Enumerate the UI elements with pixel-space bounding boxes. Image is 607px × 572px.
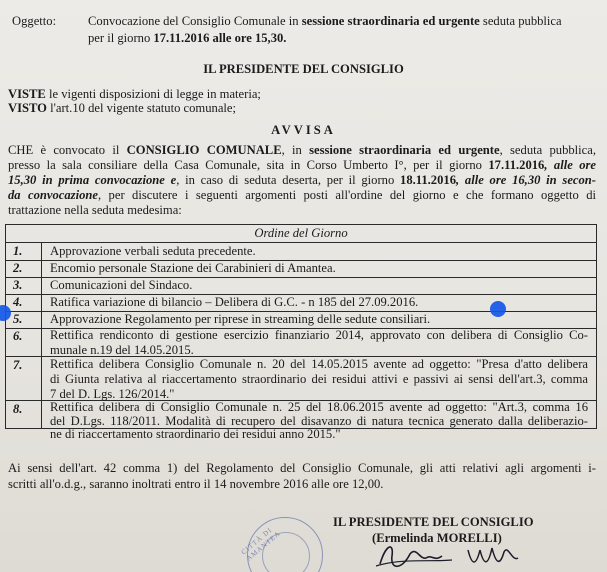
agenda-item-text: Rettifica delibera Consiglio Comunale n. 20 del 14.05.2015 avente ad oggetto: "Presa d'atto delibera di Giunta relativa al riaccertamento straordinario dei residui attivi e passivi ai sensi dell'art.3, comma 7 del D. Lgs. 126/2014." bbox=[50, 357, 588, 401]
oggetto-label: Oggetto: bbox=[12, 14, 57, 28]
agenda-table bbox=[5, 224, 597, 441]
avvisa-heading: AVVISA bbox=[271, 123, 336, 137]
agenda-item-text: Ratifica variazione di bilancio – Delibera di G.C. - n 185 del 27.09.2016. bbox=[50, 295, 419, 309]
footer-note-line-2: scritti all'o.d.g., saranno inoltrati entro il 14 novembre 2016 alle ore 12,00. bbox=[8, 477, 384, 491]
body-line-1: CHE è convocato il CONSIGLIO COMUNALE, in sessione straordinaria ed urgente, seduta pubblica, bbox=[8, 143, 596, 157]
agenda-item-number: 4. bbox=[13, 295, 23, 309]
body-line-5: trattazione nella seduta medesima: bbox=[8, 203, 182, 217]
body-line-4: da convocazione, per discutere i seguenti argomenti posti all'ordine del giorno e che formano oggetto di bbox=[8, 188, 596, 202]
agenda-item-text: Rettifica rendiconto di gestione esercizio finanziario 2014, approvato con delibera di Consiglio Co- munale n.19 del 14.05.2015. bbox=[50, 328, 588, 357]
agenda-item-number: 5. bbox=[13, 312, 23, 326]
stamp-text: CITTÀ DI AMANTEA bbox=[239, 526, 283, 563]
oggetto-line-2: per il giorno 17.11.2016 alle ore 15,30. bbox=[88, 31, 287, 45]
agenda-item-text: Encomio personale Stazione dei Carabinieri di Amantea. bbox=[50, 261, 336, 275]
body-line-3: 15,30 in prima convocazione e, in caso di seduta deserta, per il giorno 18.11.2016, alle ore 16,30 in secon- bbox=[8, 173, 596, 187]
official-stamp bbox=[239, 517, 323, 572]
agenda-item-text: Approvazione Regolamento per riprese in streaming delle sedute consiliari. bbox=[50, 312, 431, 326]
page-title: IL PRESIDENTE DEL CONSIGLIO bbox=[203, 62, 404, 76]
agenda-header: Ordine del Giorno bbox=[254, 226, 348, 240]
footer-note-line-1: Ai sensi dell'art. 42 comma 1) del Regolamento del Consiglio Comunale, gli atti relativi agli argomenti i- bbox=[8, 461, 596, 475]
body-line-2: presso la sala consiliare della Casa Comunale, sita in Corso Umberto I°, per il giorno 17.11.2016, alle ore bbox=[8, 158, 596, 172]
viste-text: le vigenti disposizioni di legge in materia; bbox=[48, 87, 261, 101]
preamble-viste bbox=[8, 87, 261, 102]
agenda-item-number: 8. bbox=[13, 402, 23, 416]
preamble-visto bbox=[8, 101, 236, 116]
row-divider bbox=[6, 242, 596, 243]
visto-keyword: VISTO bbox=[8, 101, 47, 115]
agenda-item-number: 7. bbox=[13, 358, 23, 372]
agenda-item-number: 1. bbox=[13, 244, 23, 258]
marker-dot-right bbox=[490, 301, 506, 317]
agenda-item-text: Rettifica delibera di Consiglio Comunale n. 25 del 18.06.2015 avente ad oggetto: "Art.3, comma 16 del D.Lgs. 118/2011. Modalità di recupero del disavanzo di natura tecnica generato dalla deliberazio- ne di riaccertamento straordinario dei residui anno 2015." bbox=[50, 400, 588, 441]
handwritten-signature bbox=[372, 536, 542, 572]
agenda-item-number: 6. bbox=[13, 329, 23, 343]
signature-name: (Ermelinda MORELLI) bbox=[372, 531, 502, 545]
agenda-item-number: 2. bbox=[13, 261, 23, 275]
viste-keyword: VISTE bbox=[8, 87, 46, 101]
visto-text: l'art.10 del vigente statuto comunale; bbox=[50, 101, 236, 115]
oggetto-line-1: Convocazione del Consiglio Comunale in sessione straordinaria ed urgente seduta pubblica bbox=[88, 14, 562, 28]
agenda-item-text: Approvazione verbali seduta precedente. bbox=[50, 244, 256, 258]
agenda-item-text: Comunicazioni del Sindaco. bbox=[50, 278, 193, 292]
agenda-item-number: 3. bbox=[13, 278, 23, 292]
signature-title: IL PRESIDENTE DEL CONSIGLIO bbox=[333, 515, 534, 529]
